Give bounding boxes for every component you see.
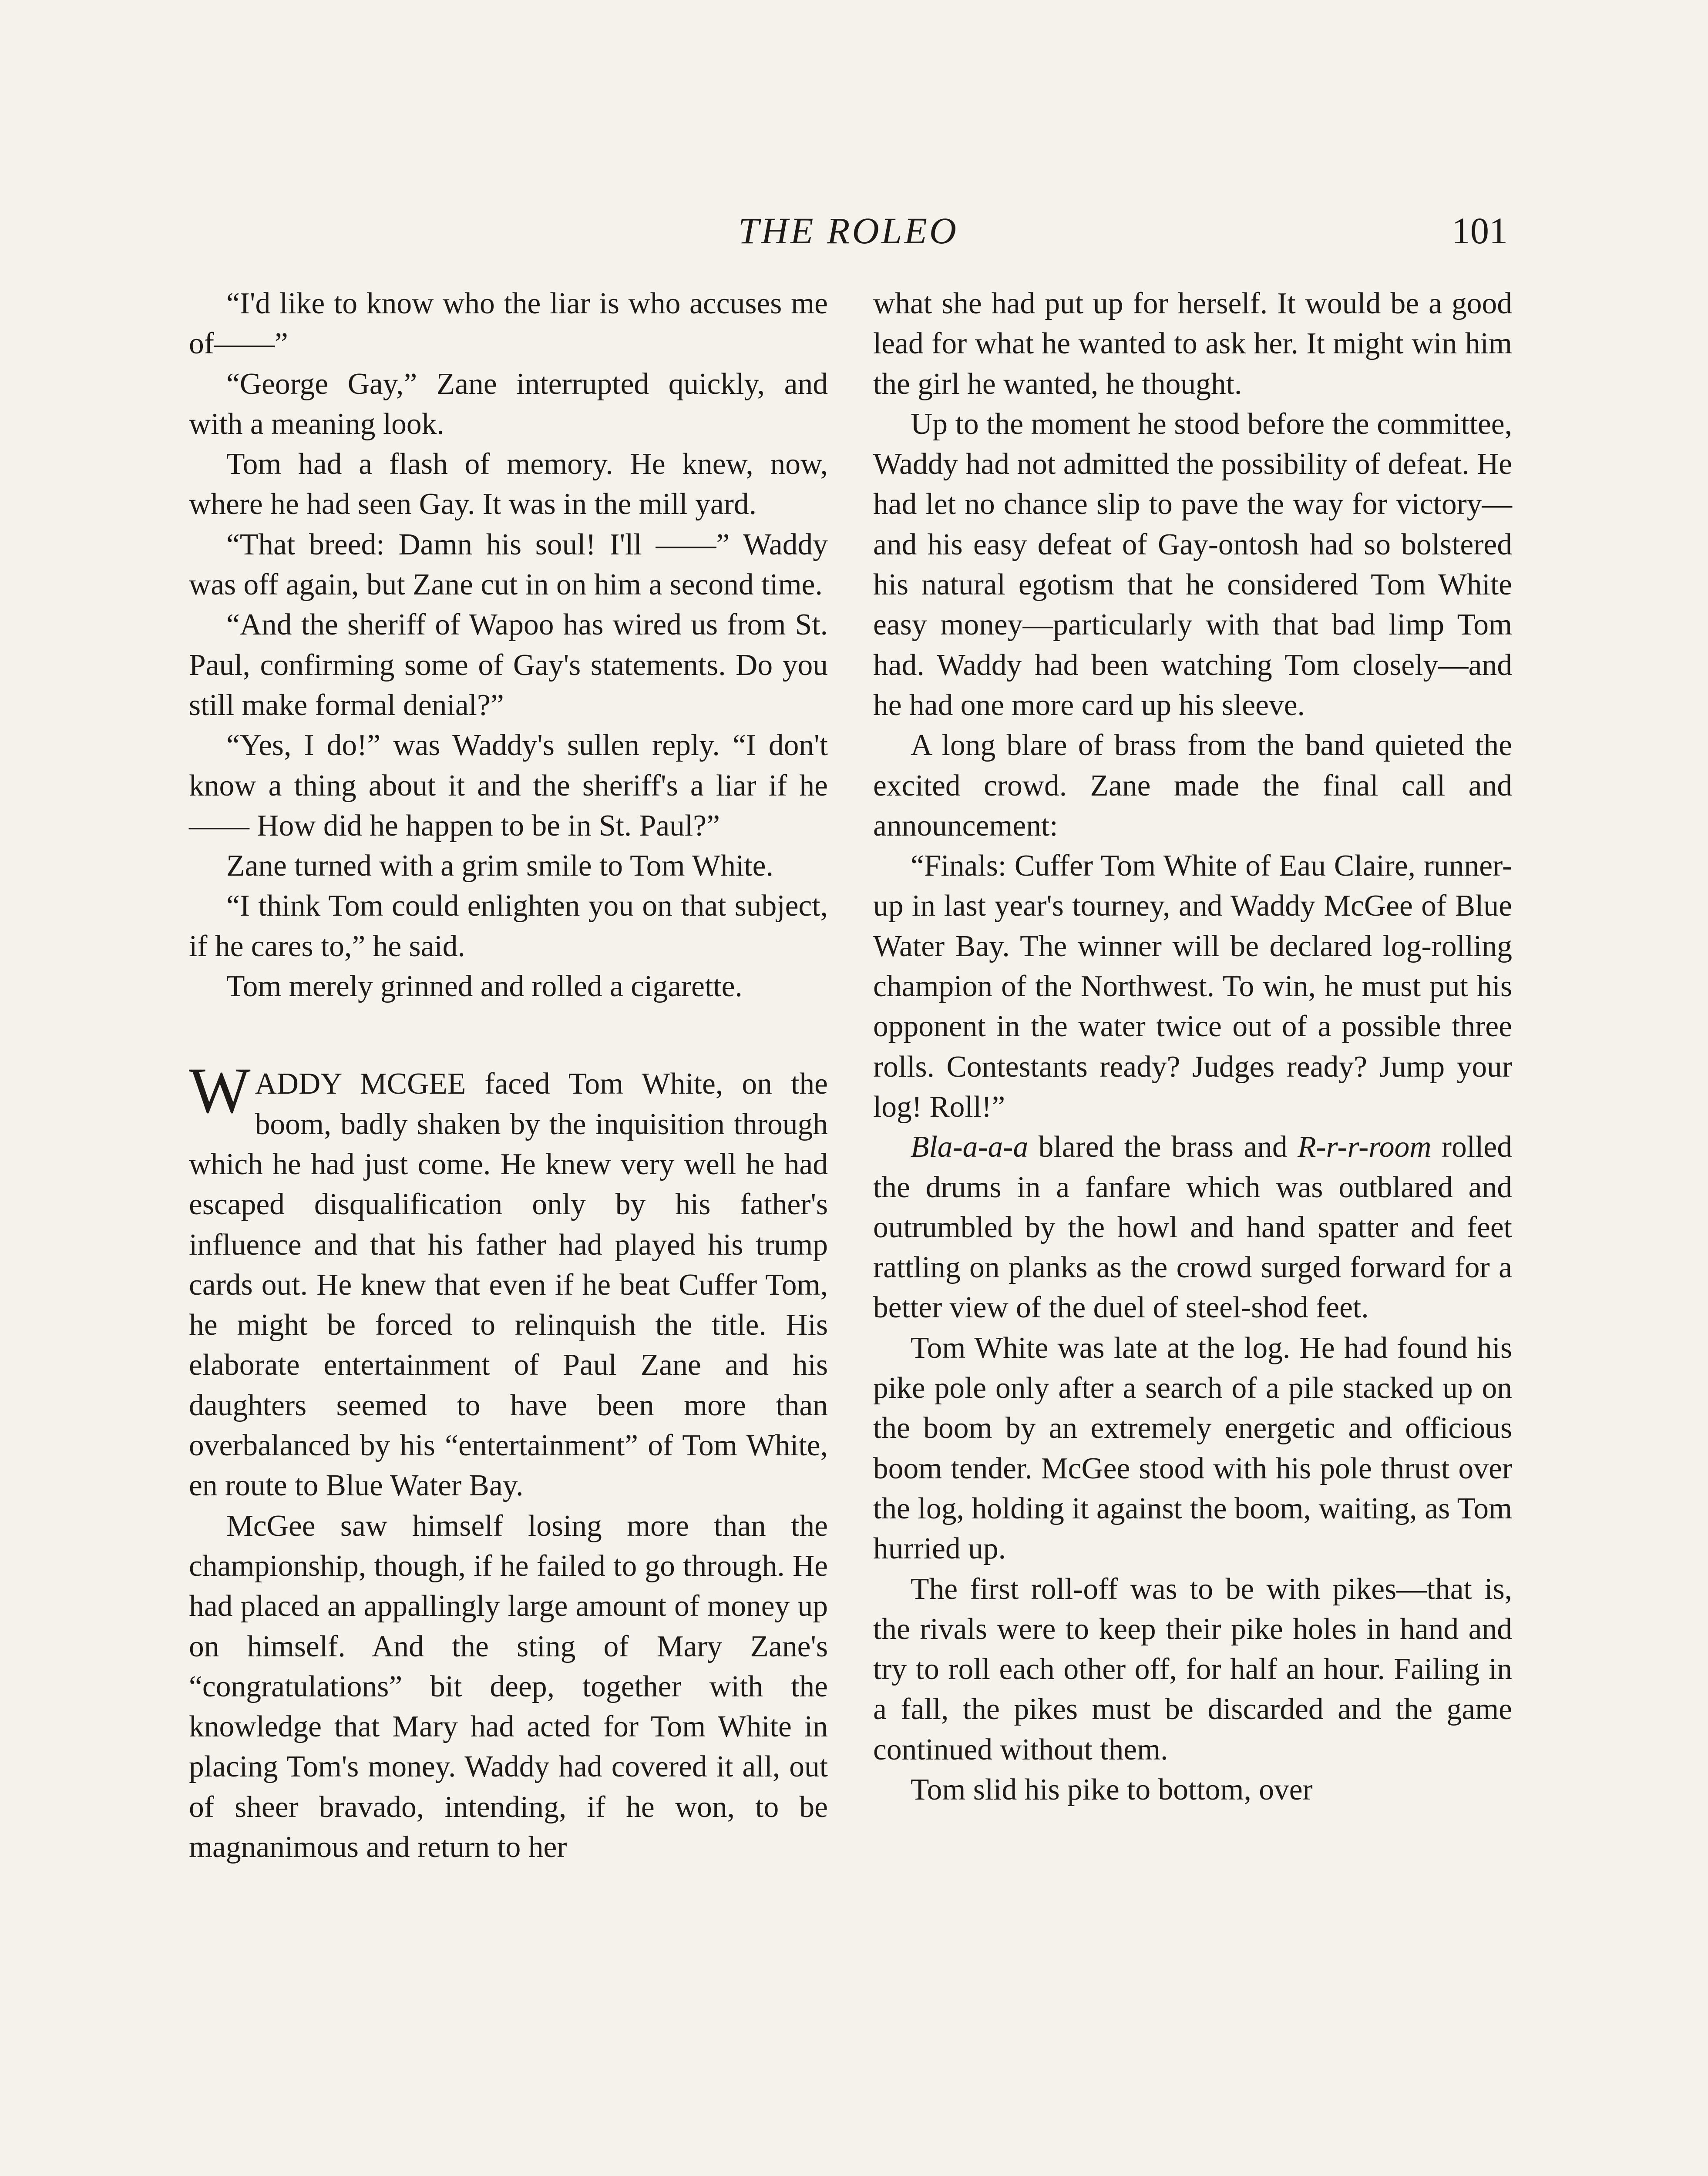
paragraph: Tom White was late at the log. He had found his pike pole only after a search of a pile stacked up on the boom by an extremely energetic and officious boom tender. McGee stood with his pole thrust over the log, holding it against the boom, waiting, as Tom hurried up. xyxy=(873,1331,1512,1566)
paragraph-text: blared the brass and xyxy=(1028,1130,1298,1164)
paragraph-text: rolled the drums in a fanfare which was outblared and outrumbled by the howl and hand spatter and feet rattling on planks as the crowd surged forward for a better view of the duel of steel-shod feet. xyxy=(873,1130,1512,1325)
paragraph: “Yes, I do!” was Waddy's sullen reply. “I don't know a thing about it and the sheriff's a liar if he—— How did he happen to be in St. Paul?” xyxy=(189,729,828,843)
running-header xyxy=(189,205,1508,261)
left-column xyxy=(189,284,828,1867)
italic-sound: Bla-a-a-a xyxy=(911,1130,1029,1164)
italic-sound: R-r-r-room xyxy=(1298,1130,1432,1164)
running-title: THE ROLEO xyxy=(738,210,959,252)
right-column xyxy=(873,284,1512,1810)
paragraph: “George Gay,” Zane interrupted quickly, and with a meaning look. xyxy=(189,367,828,441)
paragraph: “I'd like to know who the liar is who accuses me of——” xyxy=(189,287,828,361)
drop-cap: W xyxy=(189,1054,251,1127)
paragraph xyxy=(873,1127,1512,1328)
section-opening-paragraph xyxy=(189,1054,828,1506)
paragraph: Tom merely grinned and rolled a cigarette. xyxy=(226,970,743,1004)
paragraph: “I think Tom could enlighten you on that subject, if he cares to,” he said. xyxy=(189,889,828,963)
paragraph: Tom slid his pike to bottom, over xyxy=(911,1773,1313,1807)
paragraph: “That breed: Damn his soul! I'll ——” Waddy was off again, but Zane cut in on him a second time. xyxy=(189,527,828,602)
paragraph: The first roll-off was to be with pikes—that is, the rivals were to keep their pike holes in hand and try to roll each other off, for half an hour. Failing in a fall, the pikes must be discarded and the game continued without them. xyxy=(873,1572,1512,1766)
page-number: 101 xyxy=(1452,210,1508,252)
paragraph: Tom had a flash of memory. He knew, now, where he had seen Gay. It was in the mill yard. xyxy=(189,447,828,521)
small-caps-lead: ADDY MCGEE xyxy=(255,1067,466,1101)
paragraph: A long blare of brass from the band quieted the excited crowd. Zane made the final call and announcement: xyxy=(873,729,1512,843)
paragraph: McGee saw himself losing more than the championship, though, if he failed to go through. He had placed an appallingly large amount of money up on himself. And the sting of Mary Zane's “congratulations” bit deep, together with the knowledge that Mary had acted for Tom White in placing Tom's money. Waddy had covered it all, out of sheer bravado, intending, if he won, to be magnanimous and return to her xyxy=(189,1509,828,1864)
paragraph: Zane turned with a grim smile to Tom White. xyxy=(226,849,773,883)
paragraph: Up to the moment he stood before the committee, Waddy had not admitted the possibility of defeat. He had let no chance slip to pave the way for victory—and his easy defeat of Gay-ontosh had so bolstered his natural egotism that he considered Tom White easy money—particularly with that bad limp Tom had. Waddy had been watching Tom closely—and he had one more card up his sleeve. xyxy=(873,407,1512,722)
continued-paragraph: what she had put up for herself. It would be a good lead for what he wanted to ask her. It might win him the girl he wanted, he thought. xyxy=(873,287,1512,401)
paragraph: “And the sheriff of Wapoo has wired us from St. Paul, confirming some of Gay's statements. Do you still make formal denial?” xyxy=(189,608,828,722)
paragraph-text: faced Tom White, on the boom, badly shaken by the inquisition through which he had just come. He knew very well he had escaped disqualification only by his father's influence and that his father had played his trump cards out. He knew that even if he beat Cuffer Tom, he might be forced to relinquish the title. His elaborate entertainment of Paul Zane and his daughters seemed to have been more than overbalanced by his “entertainment” of Tom White, en route to Blue Water Bay. xyxy=(189,1067,828,1503)
paragraph: “Finals: Cuffer Tom White of Eau Claire, runner-up in last year's tourney, and Waddy McGee of Blue Water Bay. The winner will be declared log-rolling champion of the Northwest. To win, he must put his opponent in the water twice out of a possible three rolls. Contestants ready? Judges ready? Jump your log! Roll!” xyxy=(873,849,1512,1124)
